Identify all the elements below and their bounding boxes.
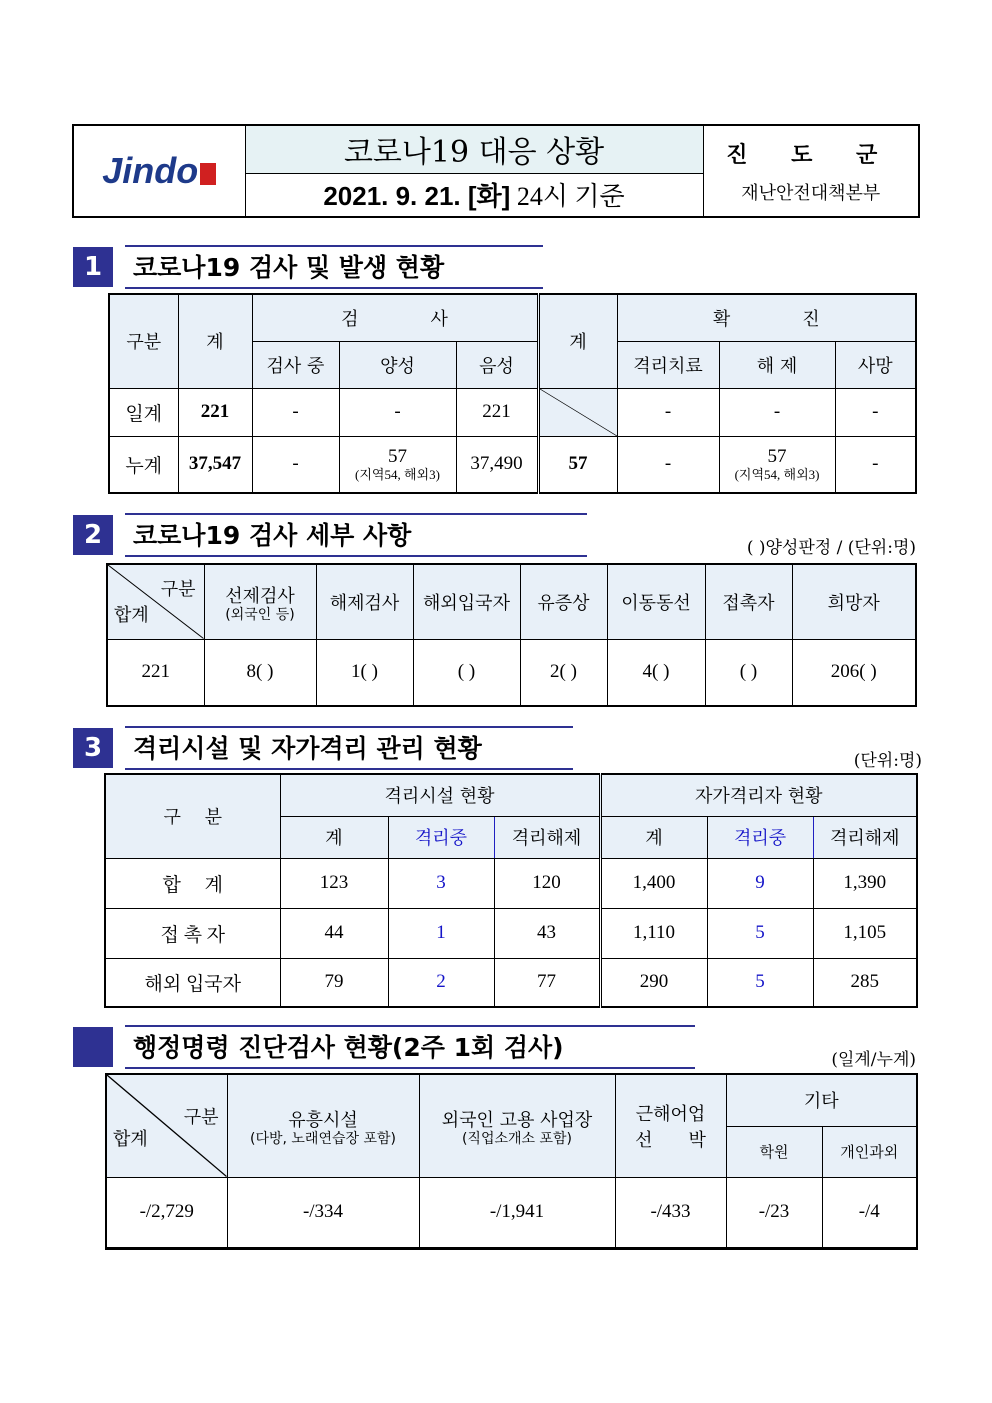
- admin-order-table: [105, 1073, 918, 1250]
- col-release-test: 해제검사: [316, 564, 413, 639]
- label: 외국인 고용 사업장: [441, 1109, 593, 1131]
- col-etc: 기타: [726, 1074, 917, 1126]
- logo-mark-icon: [200, 163, 216, 185]
- col-test: 검 사: [252, 294, 538, 341]
- col-positive: 양성: [339, 341, 456, 388]
- diagonal-header: [107, 564, 204, 639]
- table-row: [109, 436, 916, 493]
- logo-text: Jindo: [102, 150, 199, 191]
- col-voluntary: 희망자: [792, 564, 916, 639]
- col-death: 사망: [835, 341, 916, 388]
- col-released: 격리해제: [813, 816, 917, 858]
- col-released: 격리해제: [494, 816, 600, 858]
- cell: 37,490: [456, 436, 538, 493]
- table-row: [105, 908, 917, 958]
- cell: -: [617, 436, 719, 493]
- cell: 2: [388, 958, 494, 1007]
- col-isolation: 격리치료: [617, 341, 719, 388]
- cell: 3: [388, 858, 494, 908]
- col-movement: 이동동선: [607, 564, 705, 639]
- cell: -: [339, 388, 456, 436]
- value: 57: [388, 446, 407, 468]
- cell: 1,400: [600, 858, 707, 908]
- cell: 79: [280, 958, 388, 1007]
- col-self-quarantine: 자가격리자 현황: [600, 774, 917, 816]
- col-total: 계: [280, 816, 388, 858]
- cell: 2( ): [520, 639, 607, 706]
- section-2-note: ( )양성판정 / (단위:명): [746, 538, 916, 558]
- col-foreign-workplace: [419, 1074, 615, 1177]
- note: (지역54, 해외3): [355, 467, 440, 483]
- cell: 44: [280, 908, 388, 958]
- note: (지역54, 해외3): [734, 467, 820, 483]
- cell: -: [835, 436, 916, 493]
- cell: 4( ): [607, 639, 705, 706]
- col-testing: 검사 중: [252, 341, 339, 388]
- cell: -: [252, 436, 339, 493]
- org-cell: [703, 125, 919, 217]
- section-3-title: 격리시설 및 자가격리 관리 현황: [125, 726, 573, 770]
- col-confirmed: 확 진: [617, 294, 916, 341]
- col-facility: 격리시설 현황: [280, 774, 600, 816]
- section-3-note: (단위:명): [853, 751, 922, 771]
- cell: 9: [707, 858, 813, 908]
- gubun-label: 구분: [160, 579, 196, 600]
- col-private-tutor: 개인과외: [822, 1126, 917, 1177]
- note: (다방, 노래연습장 포함): [250, 1130, 396, 1147]
- cell: -: [252, 388, 339, 436]
- row-label: 접 촉 자: [105, 908, 280, 958]
- date-bold: 2021. 9. 21. [화]: [323, 181, 511, 212]
- dept-name: 재난안전대책본부: [741, 182, 881, 204]
- col-confirmed-total: 계: [538, 294, 617, 388]
- col-fishing-vessel: [615, 1074, 726, 1177]
- diagonal-header: [106, 1074, 227, 1177]
- cell: 290: [600, 958, 707, 1007]
- col-entertainment: [227, 1074, 419, 1177]
- date-line: [245, 173, 703, 217]
- col-symptomatic: 유증상: [520, 564, 607, 639]
- cell: 1: [388, 908, 494, 958]
- table-row: [106, 1177, 917, 1249]
- col-released: 해 제: [719, 341, 835, 388]
- label: 선 박: [635, 1129, 706, 1151]
- cell: -/23: [726, 1177, 822, 1249]
- diagonal-cell: [538, 388, 617, 436]
- col-preemptive: [204, 564, 316, 639]
- cell: 57: [538, 436, 617, 493]
- cell: 123: [280, 858, 388, 908]
- col-contact: 접촉자: [705, 564, 792, 639]
- col-total: 계: [178, 294, 252, 388]
- test-status-table: [108, 293, 917, 494]
- cell: 1( ): [316, 639, 413, 706]
- col-ongoing: 격리중: [707, 816, 813, 858]
- section-1-number: 1: [73, 247, 113, 287]
- cell: 8( ): [204, 639, 316, 706]
- cell: ( ): [705, 639, 792, 706]
- cell: 5: [707, 908, 813, 958]
- sum-label: 합계: [114, 604, 149, 626]
- cell: 221: [456, 388, 538, 436]
- section-2-number: 2: [73, 515, 113, 555]
- logo: [73, 125, 245, 217]
- section-1-title: 코로나19 검사 및 발생 현황: [125, 245, 543, 289]
- section-4-note: (일계/누계): [831, 1050, 916, 1070]
- section-2-title: 코로나19 검사 세부 사항: [125, 513, 587, 557]
- cell: -/4: [822, 1177, 917, 1249]
- cell: 206( ): [792, 639, 916, 706]
- cell: -: [617, 388, 719, 436]
- row-label: 합 계: [105, 858, 280, 908]
- date-rest: 24시 기준: [516, 182, 625, 212]
- cell: 120: [494, 858, 600, 908]
- label: 유흥시설: [288, 1109, 358, 1131]
- cell: -/1,941: [419, 1177, 615, 1249]
- table-row: [105, 858, 917, 908]
- col-gubun: 구분: [109, 294, 178, 388]
- section-3-number: 3: [73, 728, 113, 768]
- doc-title: 코로나19 대응 상황: [245, 125, 703, 173]
- table-row: [107, 639, 916, 706]
- gubun-label: 구분: [183, 1107, 219, 1128]
- cell: -/334: [227, 1177, 419, 1249]
- section-4-title: 행정명령 진단검사 현황(2주 1회 검사): [125, 1025, 695, 1069]
- col-overseas: 해외입국자: [413, 564, 520, 639]
- cell: -/2,729: [106, 1177, 227, 1249]
- section-4-marker: [73, 1027, 113, 1067]
- cell: ( ): [413, 639, 520, 706]
- cell: 5: [707, 958, 813, 1007]
- col-academy: 학원: [726, 1126, 822, 1177]
- col-ongoing: 격리중: [388, 816, 494, 858]
- label: 근해어업: [635, 1103, 706, 1125]
- cell: 1,110: [600, 908, 707, 958]
- cell: 77: [494, 958, 600, 1007]
- row-label: 누계: [109, 436, 178, 493]
- cell: 43: [494, 908, 600, 958]
- value: 57: [767, 446, 787, 468]
- quarantine-table: [104, 773, 918, 1008]
- cell: 285: [813, 958, 917, 1007]
- col-negative: 음성: [456, 341, 538, 388]
- cell: [339, 436, 456, 493]
- cell: -: [835, 388, 916, 436]
- label: 선제검사: [225, 585, 295, 607]
- org-name: 진 도 군: [726, 142, 896, 168]
- note: (외국인 등): [225, 606, 295, 623]
- sum-label: 합계: [113, 1128, 148, 1150]
- test-detail-table: [106, 563, 917, 707]
- cell: 37,547: [178, 436, 252, 493]
- cell: 221: [107, 639, 204, 706]
- row-label: 일계: [109, 388, 178, 436]
- col-gubun: 구 분: [105, 774, 280, 858]
- header-box: [72, 124, 920, 218]
- table-row: [109, 388, 916, 436]
- note: (직업소개소 포함): [461, 1130, 573, 1147]
- cell: -/433: [615, 1177, 726, 1249]
- col-total: 계: [600, 816, 707, 858]
- cell: -: [719, 388, 835, 436]
- cell: 1,105: [813, 908, 917, 958]
- row-label: 해외 입국자: [105, 958, 280, 1007]
- cell: [719, 436, 835, 493]
- cell: 221: [178, 388, 252, 436]
- cell: 1,390: [813, 858, 917, 908]
- table-row: [105, 958, 917, 1007]
